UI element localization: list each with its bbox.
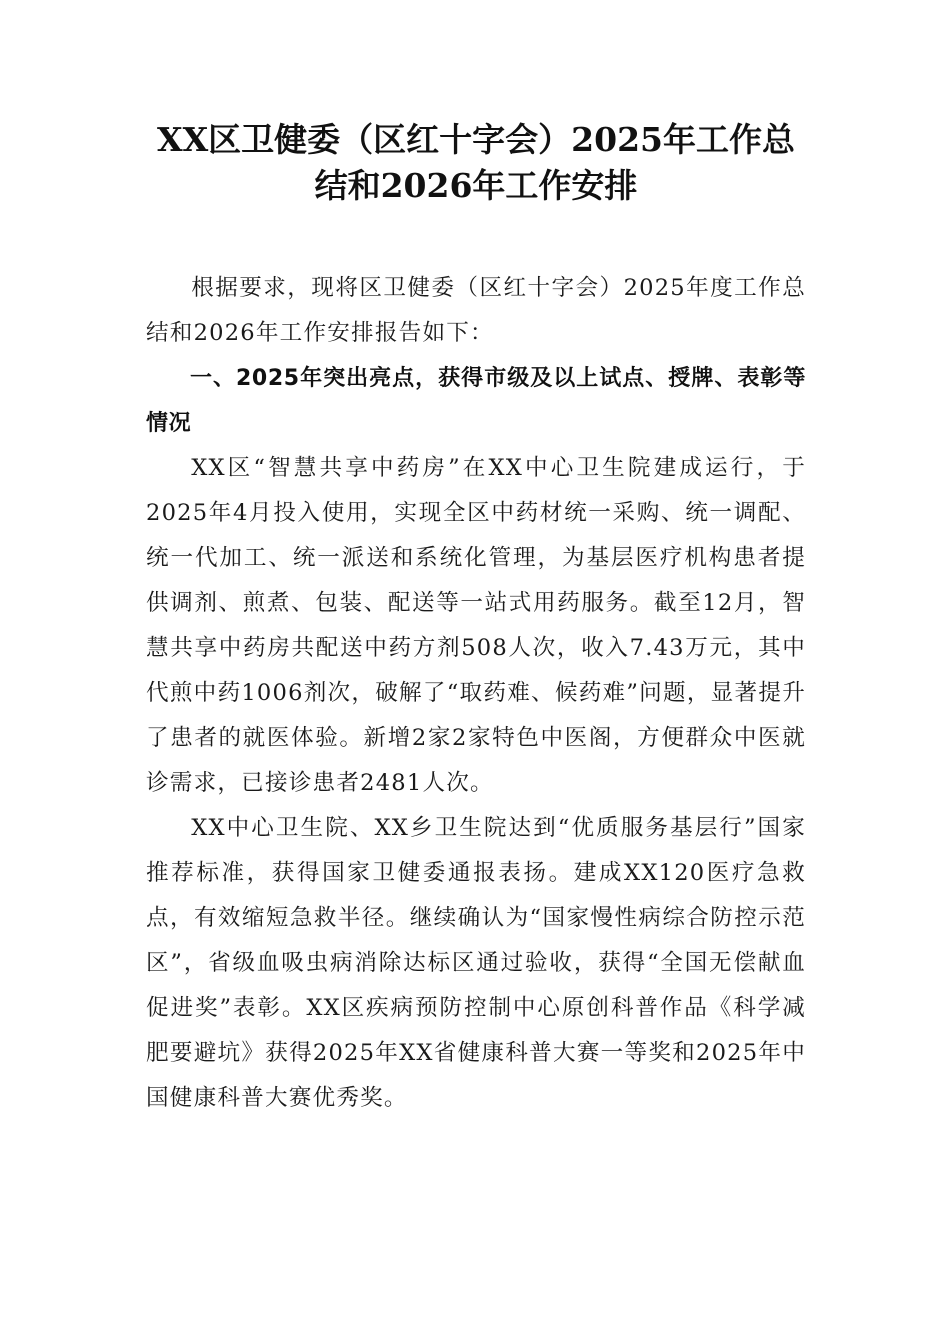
title-line-2: 结和2026年工作安排 [314, 166, 638, 205]
title-line-1: XX区卫健委（区红十字会）2025年工作总 [156, 120, 796, 159]
document-page [146, 0, 806, 1344]
document-title [146, 0, 806, 209]
section-1-paragraph-1: XX区“智慧共享中药房”在XX中心卫生院建成运行，于2025年4月投入使用，实现全区中药材统一采购、统一调配、统一代加工、统一派送和系统化管理，为基层医疗机构患者提供调剂、煎煮、包装、配送等一站式用药服务。截至12月，智慧共享中药房共配送中药方剂508人次，收入7.43万元，其中代煎中药1006剂次，破解了“取药难、候药难”问题，显著提升了患者的就医体验。新增2家2家特色中医阁，方便群众中医就诊需求，已接诊患者2481人次。 [146, 455, 806, 796]
document-body [146, 266, 806, 1121]
section-1-heading: 一、2025年突出亮点，获得市级及以上试点、授牌、表彰等情况 [146, 366, 806, 436]
intro-paragraph: 根据要求，现将区卫健委（区红十字会）2025年度工作总结和2026年工作安排报告如下： [146, 275, 806, 346]
section-1-paragraph-2: XX中心卫生院、XX乡卫生院达到“优质服务基层行”国家推荐标准，获得国家卫健委通报表扬。建成XX120医疗急救点，有效缩短急救半径。继续确认为“国家慢性病综合防控示范区”，省级血吸虫病消除达标区通过验收，获得“全国无偿献血促进奖”表彰。XX区疾病预防控制中心原创科普作品《科学减肥要避坑》获得2025年XX省健康科普大赛一等奖和2025年中国健康科普大赛优秀奖。 [146, 815, 806, 1111]
